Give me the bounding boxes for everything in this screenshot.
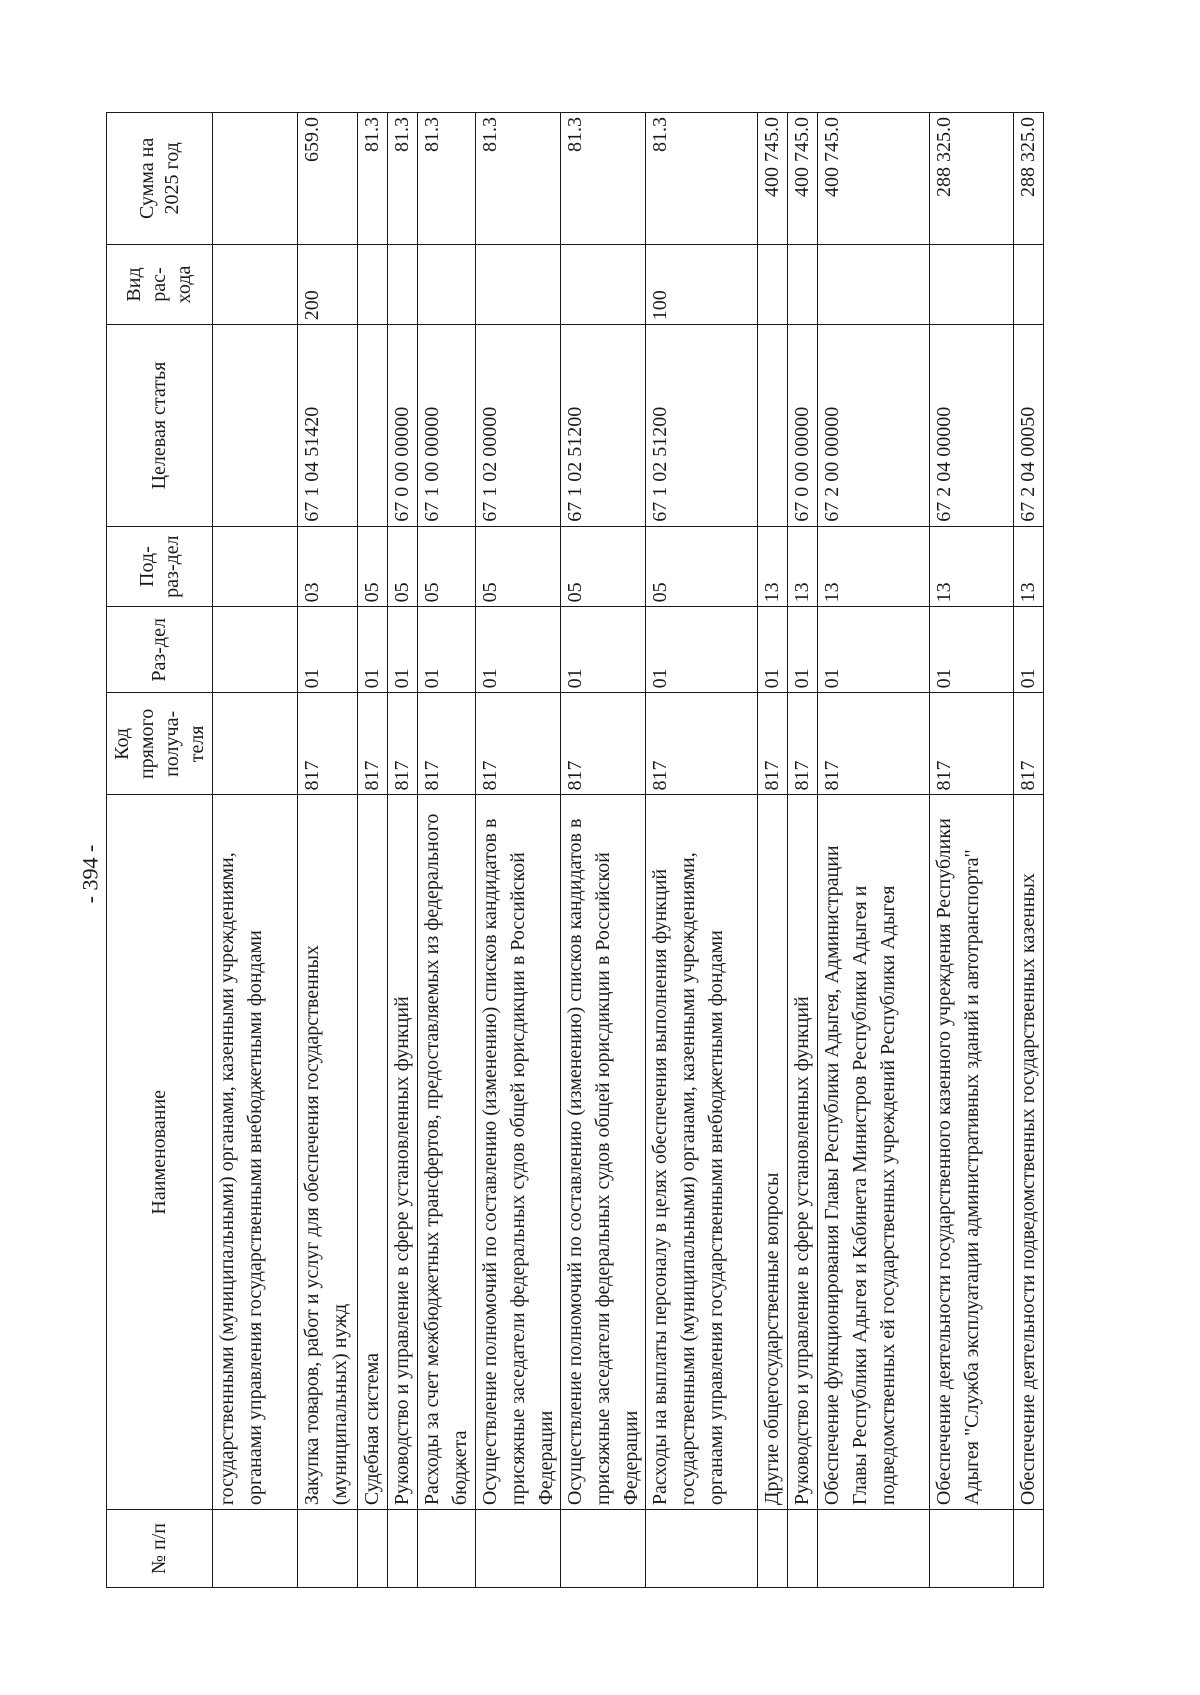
cell-name: Другие общегосударственные вопросы [758,795,788,1510]
cell-celevaya: 67 2 04 00000 [930,325,1014,527]
cell-vid [788,244,818,325]
cell-celevaya: 67 1 02 51200 [561,325,646,527]
cell-razdel: 01 [388,607,418,693]
cell-celevaya [213,325,298,527]
cell-code: 817 [358,693,388,795]
cell-podrazdel: 13 [818,526,930,607]
cell-num [388,1510,418,1588]
cell-code: 817 [930,693,1014,795]
cell-vid [358,244,388,325]
cell-code: 817 [388,693,418,795]
cell-num [758,1510,788,1588]
cell-name: государственными (муниципальными) органами, казенными учреждениями, органами управления государственными внебюджетными фондами [213,795,298,1510]
cell-razdel: 01 [758,607,788,693]
cell-num [1014,1510,1044,1588]
cell-vid [1014,244,1044,325]
header-sum: Сумма на 2025 год [107,113,213,245]
cell-name: Обеспечение деятельности подведомственных государственных казенных [1014,795,1044,1510]
cell-razdel: 01 [418,607,476,693]
cell-podrazdel: 05 [561,526,646,607]
cell-code: 817 [788,693,818,795]
cell-razdel: 01 [561,607,646,693]
cell-podrazdel [213,526,298,607]
cell-num [930,1510,1014,1588]
cell-vid: 200 [298,244,358,325]
cell-name: Обеспечение функционирования Главы Республики Адыгея, Администрации Главы Республики Адыгея и Кабинета Министров Республики Адыгея и подведомственных ей государственных учреждений Республики Адыгея [818,795,930,1510]
cell-podrazdel: 03 [298,526,358,607]
cell-code: 817 [758,693,788,795]
cell-vid [476,244,561,325]
header-row [107,113,213,1588]
cell-vid [418,244,476,325]
cell-celevaya: 67 2 04 00050 [1014,325,1044,527]
cell-podrazdel: 05 [646,526,758,607]
cell-name: Руководство и управление в сфере установленных функций [388,795,418,1510]
cell-num [213,1510,298,1588]
table-row [646,113,758,1588]
table-row [561,113,646,1588]
cell-celevaya [758,325,788,527]
page-number [70,844,110,904]
cell-podrazdel: 05 [358,526,388,607]
cell-vid [930,244,1014,325]
cell-name: Расходы за счет межбюджетных трансфертов, предоставляемых из федерального бюджета [418,795,476,1510]
cell-num [818,1510,930,1588]
cell-name: Осуществление полномочий по составлению (изменению) списков кандидатов в присяжные заседатели федеральных судов общей юрисдикции в Российской Федерации [561,795,646,1510]
header-razdel: Раз-дел [107,607,213,693]
cell-podrazdel: 13 [758,526,788,607]
cell-sum: 659.0 [298,113,358,245]
cell-sum: 81.3 [646,113,758,245]
cell-razdel: 01 [1014,607,1044,693]
cell-name: Закупка товаров, работ и услуг для обеспечения государственных (муниципальных) нужд [298,795,358,1510]
cell-razdel: 01 [818,607,930,693]
cell-sum: 400 745.0 [788,113,818,245]
cell-num [358,1510,388,1588]
cell-podrazdel: 05 [418,526,476,607]
cell-num [788,1510,818,1588]
cell-podrazdel: 13 [1014,526,1044,607]
cell-razdel: 01 [358,607,388,693]
cell-vid [561,244,646,325]
budget-table [106,112,1044,1588]
cell-num [561,1510,646,1588]
table-row [788,113,818,1588]
cell-code: 817 [561,693,646,795]
cell-razdel [213,607,298,693]
cell-sum: 81.3 [561,113,646,245]
cell-podrazdel: 05 [476,526,561,607]
cell-podrazdel: 13 [788,526,818,607]
cell-code [213,693,298,795]
table-row [418,113,476,1588]
cell-code: 817 [418,693,476,795]
cell-razdel: 01 [930,607,1014,693]
cell-num [298,1510,358,1588]
cell-num [476,1510,561,1588]
cell-vid: 100 [646,244,758,325]
cell-name: Обеспечение деятельности государственного казенного учреждения Республики Адыгея "Служба эксплуатации административных зданий и автотранспорта" [930,795,1014,1510]
cell-sum: 400 745.0 [818,113,930,245]
header-name: Наименование [107,795,213,1510]
cell-name: Расходы на выплаты персоналу в целях обеспечения выполнения функций государственными (муниципальными) органами, казенными учреждениями, органами управления государственными внебюджетными фондами [646,795,758,1510]
cell-vid [213,244,298,325]
cell-sum: 81.3 [418,113,476,245]
cell-sum: 288 325.0 [930,113,1014,245]
rotated-sheet [106,112,1056,1588]
cell-razdel: 01 [646,607,758,693]
table-row [818,113,930,1588]
cell-razdel: 01 [476,607,561,693]
cell-sum: 81.3 [476,113,561,245]
cell-code: 817 [646,693,758,795]
cell-celevaya: 67 1 02 51200 [646,325,758,527]
cell-sum: 400 745.0 [758,113,788,245]
cell-code: 817 [818,693,930,795]
table-row [930,113,1014,1588]
header-celevaya: Целевая статья [107,325,213,527]
table-row [358,113,388,1588]
cell-podrazdel: 13 [930,526,1014,607]
table-row [298,113,358,1588]
table-row [758,113,788,1588]
cell-name: Осуществление полномочий по составлению (изменению) списков кандидатов в присяжные заседатели федеральных судов общей юрисдикции в Российской Федерации [476,795,561,1510]
cell-celevaya [358,325,388,527]
cell-code: 817 [298,693,358,795]
cell-code: 817 [1014,693,1044,795]
cell-sum: 81.3 [388,113,418,245]
table-row [213,113,298,1588]
header-vid: Вид рас-хода [107,244,213,325]
cell-sum: 288 325.0 [1014,113,1044,245]
header-code: Код прямого получа-теля [107,693,213,795]
cell-celevaya: 67 1 04 51420 [298,325,358,527]
header-num: № п/п [107,1510,213,1588]
cell-name: Руководство и управление в сфере установленных функций [788,795,818,1510]
table-row [476,113,561,1588]
cell-celevaya: 67 1 02 00000 [476,325,561,527]
cell-razdel: 01 [788,607,818,693]
cell-celevaya: 67 2 00 00000 [818,325,930,527]
page-number-text: - 394 - [77,844,102,904]
cell-sum: 81.3 [358,113,388,245]
cell-podrazdel: 05 [388,526,418,607]
cell-vid [388,244,418,325]
cell-celevaya: 67 1 00 00000 [418,325,476,527]
cell-sum [213,113,298,245]
cell-vid [818,244,930,325]
cell-code: 817 [476,693,561,795]
cell-num [418,1510,476,1588]
cell-name: Судебная система [358,795,388,1510]
cell-num [646,1510,758,1588]
header-podrazdel: Под-раз-дел [107,526,213,607]
cell-celevaya: 67 0 00 00000 [388,325,418,527]
cell-razdel: 01 [298,607,358,693]
cell-vid [758,244,788,325]
table-row [388,113,418,1588]
table-row [1014,113,1044,1588]
cell-celevaya: 67 0 00 00000 [788,325,818,527]
